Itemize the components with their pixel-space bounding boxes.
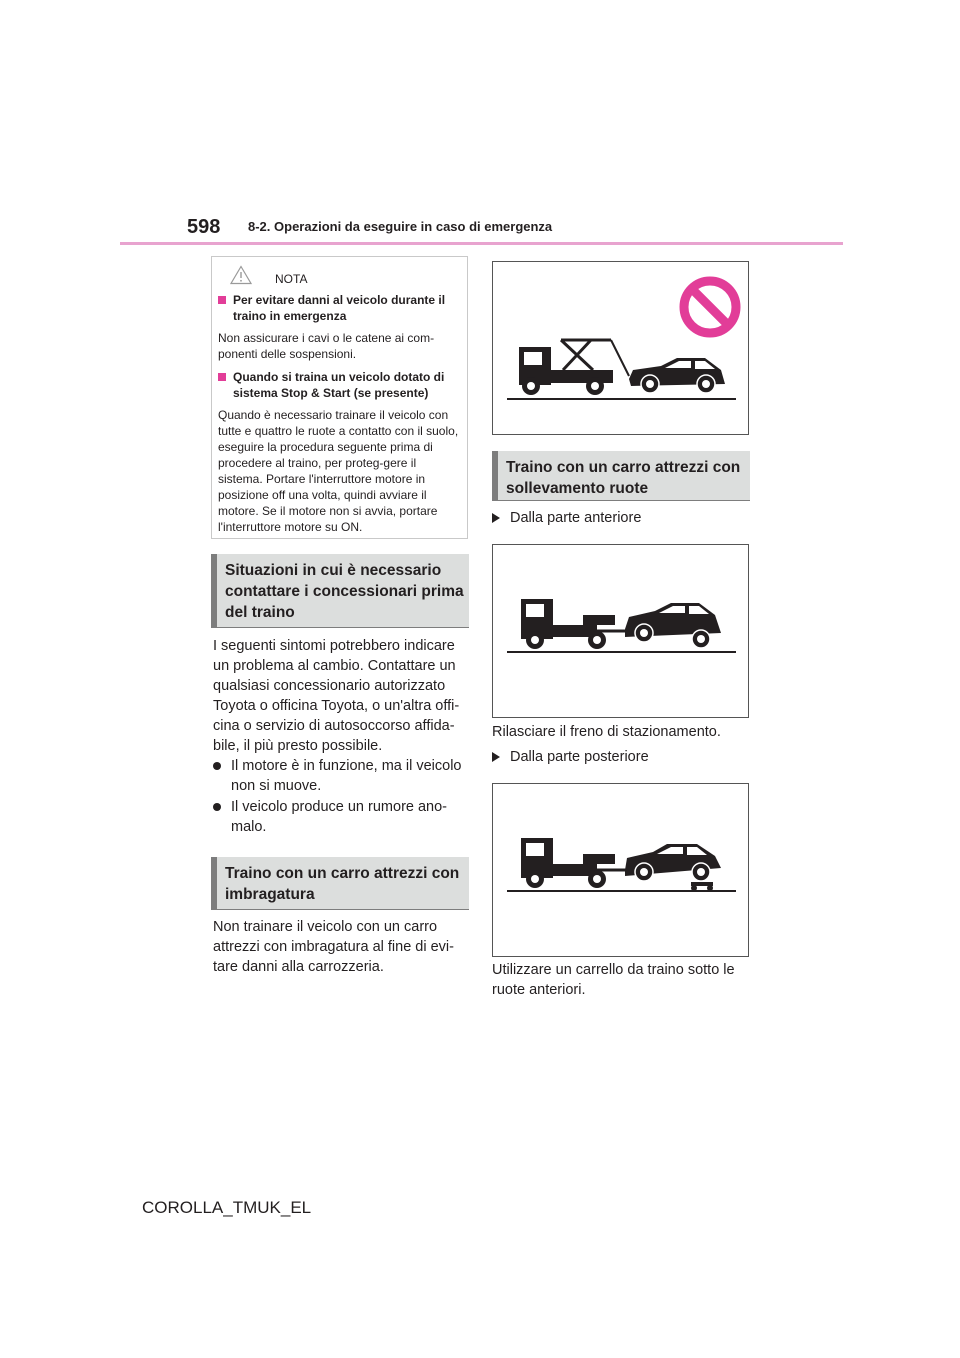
list-item: Il motore è in funzione, ma il veicolo non si muove. [213,756,465,796]
bullet-icon [213,803,221,811]
caution-item-text: Quando è necessario trainare il veicolo con tutte e quattro le ruote a contatto con il suolo, eseguire la procedura seguente prima di procedere al traino, per proteg-gere il sistema. Portare l'interruttore motore in posizione off una volta, quindi avviare il motore. Se il motore non si avvia, portare l'interruttore motore su ON. [218,408,459,534]
front-wheel-lift-illustration [492,544,749,718]
front-wheel-lift-drawing [493,545,748,717]
caution-item [218,369,462,535]
caution-item [218,292,462,362]
section-heading-sling: Traino con un carro attrezzi con imbragatura [211,857,469,910]
dealers-intro: I seguenti sintomi potrebbero indicare un problema al cambio. Contattare un qualsiasi concessionario autorizzato Toyota o officina Toyota, o un'altra offi-cina o servizio di autosoccorso affida-bile, il più presto possibile. [213,638,460,754]
caution-box [211,256,468,539]
caution-item-title: Per evitare danni al veicolo durante il traino in emergenza [233,293,446,323]
page-number: 598 [187,216,221,238]
rear-wheel-lift-drawing [493,784,748,956]
rear-label-item: Dalla parte posteriore [492,747,748,767]
triangle-bullet-icon [492,513,500,523]
square-bullet-icon [218,373,226,381]
bullet-icon [213,762,221,770]
tow-dolly-icon [691,882,713,891]
sling-tow-illustration [492,261,749,435]
rear-wheel-lift-illustration [492,783,749,957]
footer-code: COROLLA_TMUK_EL [142,1198,312,1217]
square-bullet-icon [218,296,226,304]
section-heading-dealers: Situazioni in cui è necessario contattare i concessionari prima del traino [211,554,469,628]
caution-label: NOTA [275,272,308,286]
prohibited-icon [684,281,736,333]
front-label-item: Dalla parte anteriore [492,508,748,528]
triangle-bullet-icon [492,752,500,762]
caution-item-text: Non assicurare i cavi o le catene ai com-ponenti delle sospensioni. [218,331,435,361]
section-title: 8-2. Operazioni da eseguire in caso di emergenza [248,219,553,234]
list-item: Il veicolo produce un rumore ano-malo. [213,797,465,837]
header-rule [120,242,843,245]
rear-text: Utilizzare un carrello da traino sotto le ruote anteriori. [492,962,735,998]
sling-tow-drawing [493,262,748,434]
sling-text: Non trainare il veicolo con un carro attrezzi con imbragatura al fine di evi-tare danni alla carrozzeria. [213,919,454,975]
section-heading-wheel-lift: Traino con un carro attrezzi con sollevamento ruote [492,451,750,501]
front-text: Rilasciare il freno di stazionamento. [492,724,721,740]
warning-triangle-icon [230,265,252,285]
caution-item-title: Quando si traina un veicolo dotato di sistema Stop & Start (se presente) [233,370,445,400]
